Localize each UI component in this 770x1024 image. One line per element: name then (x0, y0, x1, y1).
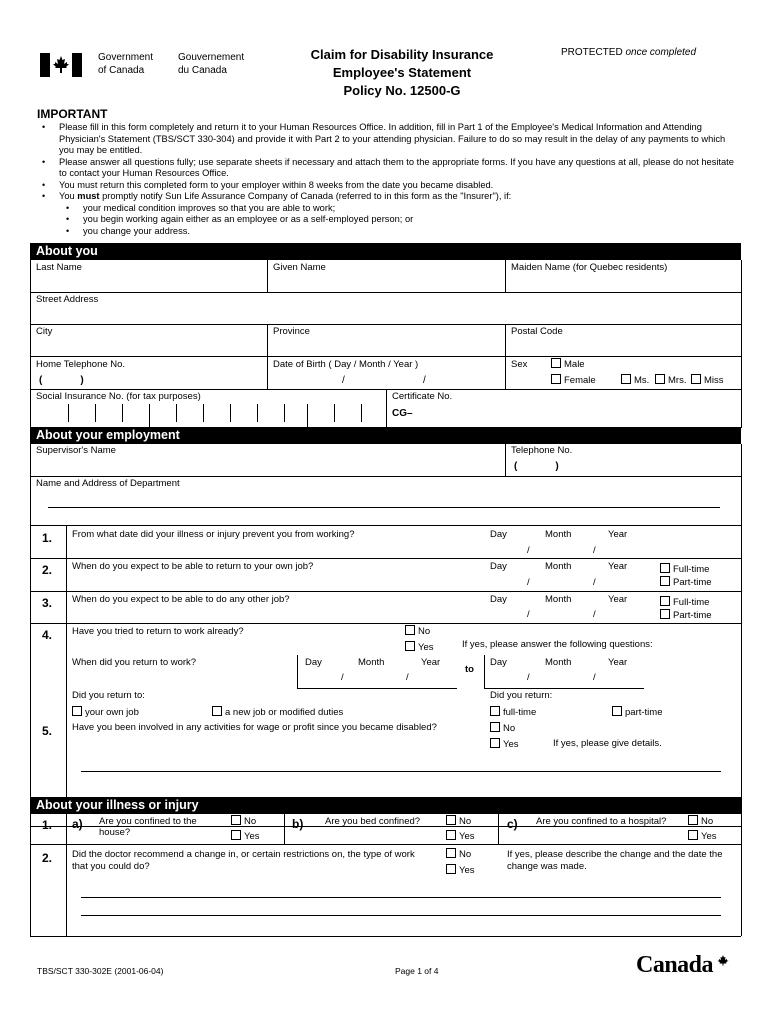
important-bullet: • Please fill in this form completely and return it to your Human Resources Office. In addition, fill in Part 1 of the Employee's Medical Information and Attending Physician's Statement (TBS/SCT 330-304) and provide it with Part 2 to your attending physician. Failure to do so may result in the delay of any payments to which you may be entitled. (35, 122, 735, 157)
no-checkbox[interactable]: No (446, 815, 471, 827)
province-label: Province (273, 326, 310, 337)
city-label: City (36, 326, 53, 337)
date-slash: / (527, 545, 530, 556)
no-checkbox[interactable]: No (446, 848, 471, 860)
important-bullet: • You must return this completed form to your employer within 8 weeks from the date you became disabled. (35, 180, 735, 192)
male-checkbox[interactable]: Male (551, 358, 585, 370)
important-heading: IMPORTANT (37, 107, 108, 121)
date-slash: / (593, 609, 596, 620)
part-time-lc-checkbox[interactable]: part-time (612, 706, 662, 718)
question-number: 2. (42, 851, 53, 865)
notify-condition: • you change your address. (35, 226, 735, 238)
month-label: Month (545, 529, 572, 540)
certificate-field[interactable]: CG– (392, 408, 413, 419)
did-return-label: Did you return: (490, 690, 553, 701)
no-checkbox[interactable]: No (688, 815, 713, 827)
day-label: Day (490, 561, 507, 572)
home-telephone-label: Home Telephone No. (36, 359, 126, 370)
department-line[interactable] (48, 507, 720, 508)
dob-slash: / (423, 375, 426, 386)
given-name-label: Given Name (273, 262, 326, 273)
maiden-name-label: Maiden Name (for Quebec residents) (511, 262, 668, 273)
question-1-text: From what date did your illness or injury prevent you from working? (72, 529, 355, 540)
sub-question-b: b) (292, 817, 304, 831)
date-slash: / (527, 577, 530, 588)
part-time-checkbox[interactable]: Part-time (660, 609, 712, 621)
telephone-label: Telephone No. (511, 445, 573, 456)
describe-change-note: If yes, please describe the change and the date the change was made. (507, 849, 723, 872)
bed-confined-text: Are you bed confined? (325, 816, 421, 827)
when-return-label: When did you return to work? (72, 657, 197, 668)
confined-house-text: Are you confined to the house? (99, 816, 197, 838)
if-yes-details-note: If yes, please give details. (553, 738, 662, 749)
notify-condition: • your medical condition improves so that you are able to work; (35, 203, 735, 215)
full-time-lc-checkbox[interactable]: full-time (490, 706, 536, 718)
page-number: Page 1 of 4 (395, 966, 439, 976)
supervisor-label: Supervisor's Name (36, 445, 116, 456)
protected-notice: PROTECTED once completed (561, 47, 697, 58)
government-of-canada-en: Government of Canada (98, 52, 154, 76)
date-slash: / (527, 609, 530, 620)
sin-field[interactable] (30, 404, 386, 428)
department-label: Name and Address of Department (36, 478, 180, 489)
sin-label: Social Insurance No. (for tax purposes) (36, 391, 201, 402)
notify-condition: • you begin working again either as an employee or as a self-employed person; or (35, 214, 735, 226)
year-label: Year (608, 594, 628, 605)
answer-line[interactable] (81, 897, 721, 898)
year-label: Year (421, 657, 441, 668)
year-label: Year (608, 529, 628, 540)
no-checkbox[interactable]: No (231, 815, 256, 827)
year-label: Year (608, 561, 628, 572)
employment-telephone-field[interactable]: ( ) (514, 461, 559, 472)
last-name-label: Last Name (36, 262, 82, 273)
date-of-birth-label: Date of Birth ( Day / Month / Year ) (273, 359, 419, 370)
government-of-canada-fr: Gouvernement du Canada (178, 52, 245, 76)
yes-checkbox[interactable]: Yes (688, 830, 717, 842)
dob-slash: / (342, 375, 345, 386)
to-label: to (465, 664, 474, 675)
form-code: TBS/SCT 330-302E (2001-06-04) (37, 966, 164, 976)
year-label: Year (608, 657, 628, 668)
section-about-you: About you (30, 243, 741, 260)
yes-checkbox[interactable]: Yes (446, 830, 475, 842)
canada-wordmark-logo: Canada (636, 952, 713, 979)
if-yes-note: If yes, please answer the following questions: (462, 639, 653, 650)
section-employment: About your employment (30, 427, 741, 444)
month-label: Month (545, 594, 572, 605)
no-checkbox[interactable]: No (405, 625, 430, 637)
important-list (35, 122, 735, 237)
home-telephone-field[interactable]: ( ) (39, 375, 84, 386)
month-label: Month (358, 657, 385, 668)
date-slash: / (593, 545, 596, 556)
question-number: 3. (42, 596, 53, 610)
full-time-checkbox[interactable]: Full-time (660, 563, 709, 575)
question-number: 5. (42, 724, 53, 738)
question-2-text: When do you expect to be able to return to your own job? (72, 561, 314, 572)
ms-checkbox[interactable]: Ms. (621, 374, 649, 386)
important-bullet: • You must promptly notify Sun Life Assurance Company of Canada (referred to in this form as the "Insurer"), if: (35, 191, 735, 203)
answer-line[interactable] (81, 915, 721, 916)
question-5-text: Have you been involved in any activities for wage or profit since you became disabled? (72, 722, 437, 733)
part-time-checkbox[interactable]: Part-time (660, 576, 712, 588)
mrs-checkbox[interactable]: Mrs. (655, 374, 686, 386)
street-address-label: Street Address (36, 294, 99, 305)
date-slash: / (593, 672, 596, 683)
yes-checkbox[interactable]: Yes (405, 641, 434, 653)
sub-question-a: a) (72, 817, 83, 831)
question-number: 1. (42, 818, 53, 832)
month-label: Month (545, 657, 572, 668)
important-bullet: • Please answer all questions fully; use separate sheets if necessary and attach them to the appropriate forms. If you have any questions at all, please do not hesitate to contact your Human Resources Office. (35, 157, 735, 180)
date-slash: / (406, 672, 409, 683)
postal-code-label: Postal Code (511, 326, 563, 337)
day-label: Day (305, 657, 322, 668)
date-slash: / (593, 577, 596, 588)
day-label: Day (490, 529, 507, 540)
question-number: 1. (42, 531, 53, 545)
details-line[interactable] (81, 771, 721, 772)
female-checkbox[interactable]: Female (551, 374, 596, 386)
month-label: Month (545, 561, 572, 572)
question-3-text: When do you expect to be able to do any other job? (72, 594, 290, 605)
yes-checkbox[interactable]: Yes (490, 738, 519, 750)
certificate-label: Certificate No. (392, 391, 453, 402)
day-label: Day (490, 657, 507, 668)
did-return-to-label: Did you return to: (72, 690, 145, 701)
date-slash: / (341, 672, 344, 683)
date-slash: / (527, 672, 530, 683)
yes-checkbox[interactable]: Yes (446, 864, 475, 876)
section-illness: About your illness or injury (30, 797, 741, 814)
doctor-recommend-text: Did the doctor recommend a change in, or certain restrictions on, the type of work that you could do? (72, 849, 415, 872)
form-title: Claim for Disability Insurance Employee's Statement Policy No. 12500-G (310, 47, 494, 98)
full-time-checkbox[interactable]: Full-time (660, 596, 709, 608)
question-number: 2. (42, 563, 53, 577)
own-job-checkbox[interactable]: your own job (72, 706, 139, 718)
question-number: 4. (42, 628, 53, 642)
no-checkbox[interactable]: No (490, 722, 515, 734)
yes-checkbox[interactable]: Yes (231, 830, 260, 842)
sub-question-c: c) (507, 817, 518, 831)
new-job-checkbox[interactable]: a new job or modified duties (212, 706, 343, 718)
miss-checkbox[interactable]: Miss (691, 374, 724, 386)
canada-flag-logo (40, 53, 82, 77)
question-4-text: Have you tried to return to work already? (72, 626, 244, 637)
sex-label: Sex (511, 359, 528, 370)
day-label: Day (490, 594, 507, 605)
confined-hospital-text: Are you confined to a hospital? (536, 816, 667, 827)
